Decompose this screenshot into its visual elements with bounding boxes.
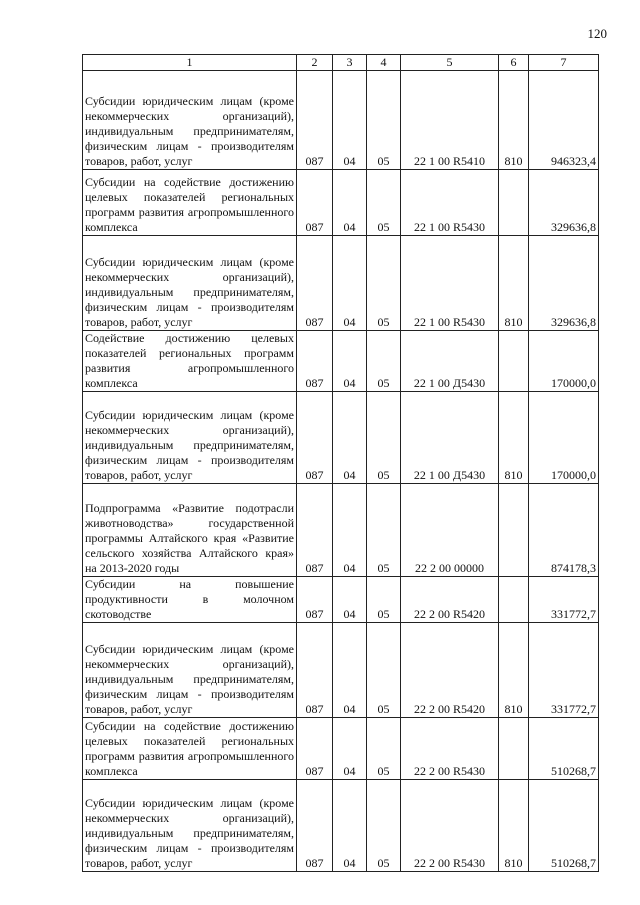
row-expense-type: 810 <box>499 780 529 872</box>
row-subsection-code: 05 <box>367 392 401 484</box>
row-ministry-code: 087 <box>297 170 333 236</box>
column-header-3: 3 <box>333 55 367 71</box>
row-target-code: 22 2 00 R5430 <box>401 718 499 780</box>
column-header-7: 7 <box>529 55 599 71</box>
table-row <box>83 170 599 236</box>
row-name: Субсидии на содействие достижению целевых показателей региональных программ развития агропромышленного комплекса <box>83 718 297 780</box>
row-section-code: 04 <box>333 577 367 623</box>
row-target-code: 22 1 00 R5430 <box>401 170 499 236</box>
row-section-code: 04 <box>333 392 367 484</box>
row-name: Субсидии юридическим лицам (кроме некоммерческих организаций), индивидуальным предпринимателям, физическим лицам - производителям товаров, работ, услуг <box>83 623 297 718</box>
table-row <box>83 623 599 718</box>
row-target-code: 22 1 00 Д5430 <box>401 331 499 392</box>
row-name: Субсидии юридическим лицам (кроме некоммерческих организаций), индивидуальным предпринимателям, физическим лицам - производителям товаров, работ, услуг <box>83 780 297 872</box>
row-target-code: 22 2 00 R5420 <box>401 577 499 623</box>
row-expense-type <box>499 718 529 780</box>
table-row <box>83 392 599 484</box>
table-row <box>83 718 599 780</box>
row-section-code: 04 <box>333 170 367 236</box>
row-expense-type: 810 <box>499 236 529 331</box>
budget-table <box>82 54 599 872</box>
row-section-code: 04 <box>333 718 367 780</box>
table-row <box>83 71 599 170</box>
row-name: Субсидии юридическим лицам (кроме некоммерческих организаций), индивидуальным предпринимателям, физическим лицам - производителям товаров, работ, услуг <box>83 392 297 484</box>
row-target-code: 22 2 00 R5430 <box>401 780 499 872</box>
column-header-6: 6 <box>499 55 529 71</box>
column-header-4: 4 <box>367 55 401 71</box>
row-amount: 329636,8 <box>529 170 599 236</box>
header-row <box>83 55 599 71</box>
row-amount: 874178,3 <box>529 484 599 577</box>
row-amount: 170000,0 <box>529 392 599 484</box>
row-subsection-code: 05 <box>367 718 401 780</box>
table-row <box>83 331 599 392</box>
row-expense-type: 810 <box>499 392 529 484</box>
row-ministry-code: 087 <box>297 392 333 484</box>
row-target-code: 22 1 00 R5430 <box>401 236 499 331</box>
row-name: Субсидии юридическим лицам (кроме некоммерческих организаций), индивидуальным предпринимателям, физическим лицам - производителям товаров, работ, услуг <box>83 236 297 331</box>
row-amount: 510268,7 <box>529 718 599 780</box>
row-name: Субсидии на содействие достижению целевых показателей региональных программ развития агропромышленного комплекса <box>83 170 297 236</box>
table-row <box>83 236 599 331</box>
row-section-code: 04 <box>333 484 367 577</box>
row-section-code: 04 <box>333 780 367 872</box>
row-amount: 170000,0 <box>529 331 599 392</box>
row-amount: 329636,8 <box>529 236 599 331</box>
row-ministry-code: 087 <box>297 577 333 623</box>
row-expense-type <box>499 170 529 236</box>
row-expense-type: 810 <box>499 623 529 718</box>
row-subsection-code: 05 <box>367 331 401 392</box>
row-name: Субсидии на повышение продуктивности в молочном скотоводстве <box>83 577 297 623</box>
table-row <box>83 484 599 577</box>
column-header-2: 2 <box>297 55 333 71</box>
row-amount: 331772,7 <box>529 577 599 623</box>
table-row <box>83 577 599 623</box>
row-subsection-code: 05 <box>367 71 401 170</box>
row-subsection-code: 05 <box>367 484 401 577</box>
row-target-code: 22 1 00 R5410 <box>401 71 499 170</box>
row-expense-type <box>499 577 529 623</box>
page-number: 120 <box>587 26 607 41</box>
row-name: Субсидии юридическим лицам (кроме некоммерческих организаций), индивидуальным предпринимателям, физическим лицам - производителям товаров, работ, услуг <box>83 71 297 170</box>
row-subsection-code: 05 <box>367 623 401 718</box>
row-ministry-code: 087 <box>297 623 333 718</box>
row-ministry-code: 087 <box>297 484 333 577</box>
row-ministry-code: 087 <box>297 71 333 170</box>
row-target-code: 22 1 00 Д5430 <box>401 392 499 484</box>
row-section-code: 04 <box>333 71 367 170</box>
row-section-code: 04 <box>333 236 367 331</box>
row-section-code: 04 <box>333 623 367 718</box>
row-amount: 946323,4 <box>529 71 599 170</box>
row-subsection-code: 05 <box>367 577 401 623</box>
column-header-1: 1 <box>83 55 297 71</box>
row-name: Подпрограмма «Развитие подотрасли животноводства» государственной программы Алтайского края «Развитие сельского хозяйства Алтайского края» на 2013-2020 годы <box>83 484 297 577</box>
row-expense-type <box>499 484 529 577</box>
row-expense-type: 810 <box>499 71 529 170</box>
row-subsection-code: 05 <box>367 236 401 331</box>
row-ministry-code: 087 <box>297 718 333 780</box>
row-ministry-code: 087 <box>297 331 333 392</box>
row-section-code: 04 <box>333 331 367 392</box>
row-target-code: 22 2 00 00000 <box>401 484 499 577</box>
row-ministry-code: 087 <box>297 780 333 872</box>
row-subsection-code: 05 <box>367 780 401 872</box>
row-amount: 510268,7 <box>529 780 599 872</box>
row-subsection-code: 05 <box>367 170 401 236</box>
row-target-code: 22 2 00 R5420 <box>401 623 499 718</box>
row-expense-type <box>499 331 529 392</box>
row-ministry-code: 087 <box>297 236 333 331</box>
table-row <box>83 780 599 872</box>
row-name: Содействие достижению целевых показателей региональных программ развития агропромышленного комплекса <box>83 331 297 392</box>
column-header-5: 5 <box>401 55 499 71</box>
row-amount: 331772,7 <box>529 623 599 718</box>
